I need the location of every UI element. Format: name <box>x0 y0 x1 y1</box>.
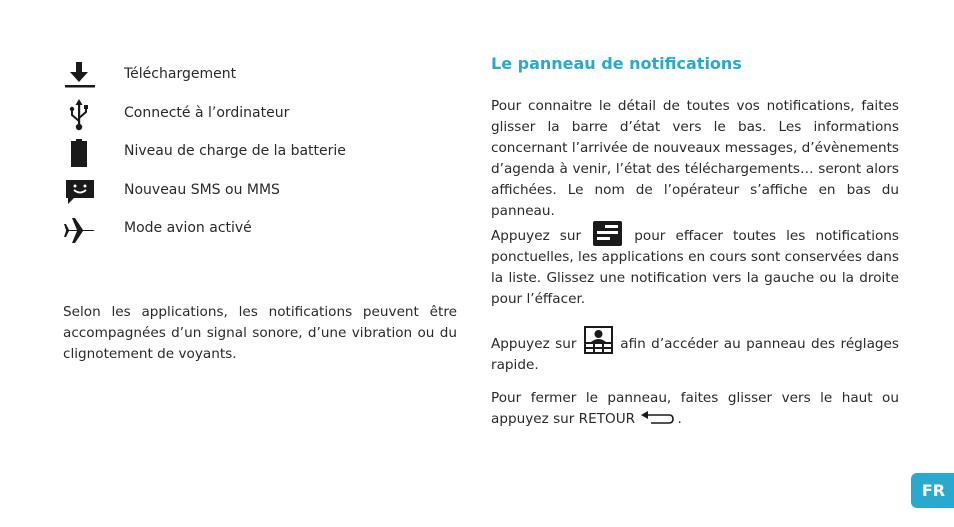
paragraph-close-panel <box>491 388 899 430</box>
notification-sound-paragraph: Selon les applications, les notifications peuvent être accompagnées d’un signal sonore, d’une vibration ou du clignotement de voyants. <box>63 303 457 362</box>
download-icon <box>62 60 98 92</box>
clear-notifications-icon <box>593 221 622 246</box>
battery-icon <box>62 137 98 169</box>
paragraph-notification-detail: Pour connaitre le détail de toutes vos notifications, faites glisser la barre d’état vers le bas. Les informations concernant l’arrivée de nouveaux messages, d’évènements d’agenda à venir, l’état des téléchargements… seront alors affichées. Le nom de l’opérateur s’affiche en bas du panneau. <box>491 98 899 219</box>
airplane-icon <box>62 214 98 246</box>
paragraph-clear-notifications <box>491 221 899 310</box>
language-badge: FR <box>911 473 954 508</box>
paragraph-text: Appuyez sur <box>491 336 577 352</box>
legend-label: Nouveau SMS ou MMS <box>124 182 280 198</box>
paragraph-text: . <box>677 411 682 427</box>
sms-icon <box>62 176 98 208</box>
back-icon <box>641 411 675 425</box>
quick-settings-icon <box>584 326 613 354</box>
paragraph-text: pour effacer toutes les notifications ponctuelles, les applications en cours sont conservées dans la liste. Glissez une notification vers la gauche ou la droite pour l’éffacer. <box>491 228 899 307</box>
usb-icon <box>62 99 98 131</box>
legend-label: Téléchargement <box>124 66 237 82</box>
legend-label: Niveau de charge de la batterie <box>124 143 346 159</box>
paragraph-text: Pour fermer le panneau, faites glisser vers le haut ou appuyez sur RETOUR <box>491 390 899 427</box>
legend-label: Connecté à l’ordinateur <box>124 105 290 121</box>
legend-label: Mode avion activé <box>124 220 252 236</box>
paragraph-quick-settings <box>491 326 899 376</box>
paragraph-text: Appuyez sur <box>491 228 582 244</box>
paragraph-text: afin d’accéder au panneau des réglages rapide. <box>491 336 899 373</box>
section-heading: Le panneau de notifications <box>491 54 742 73</box>
